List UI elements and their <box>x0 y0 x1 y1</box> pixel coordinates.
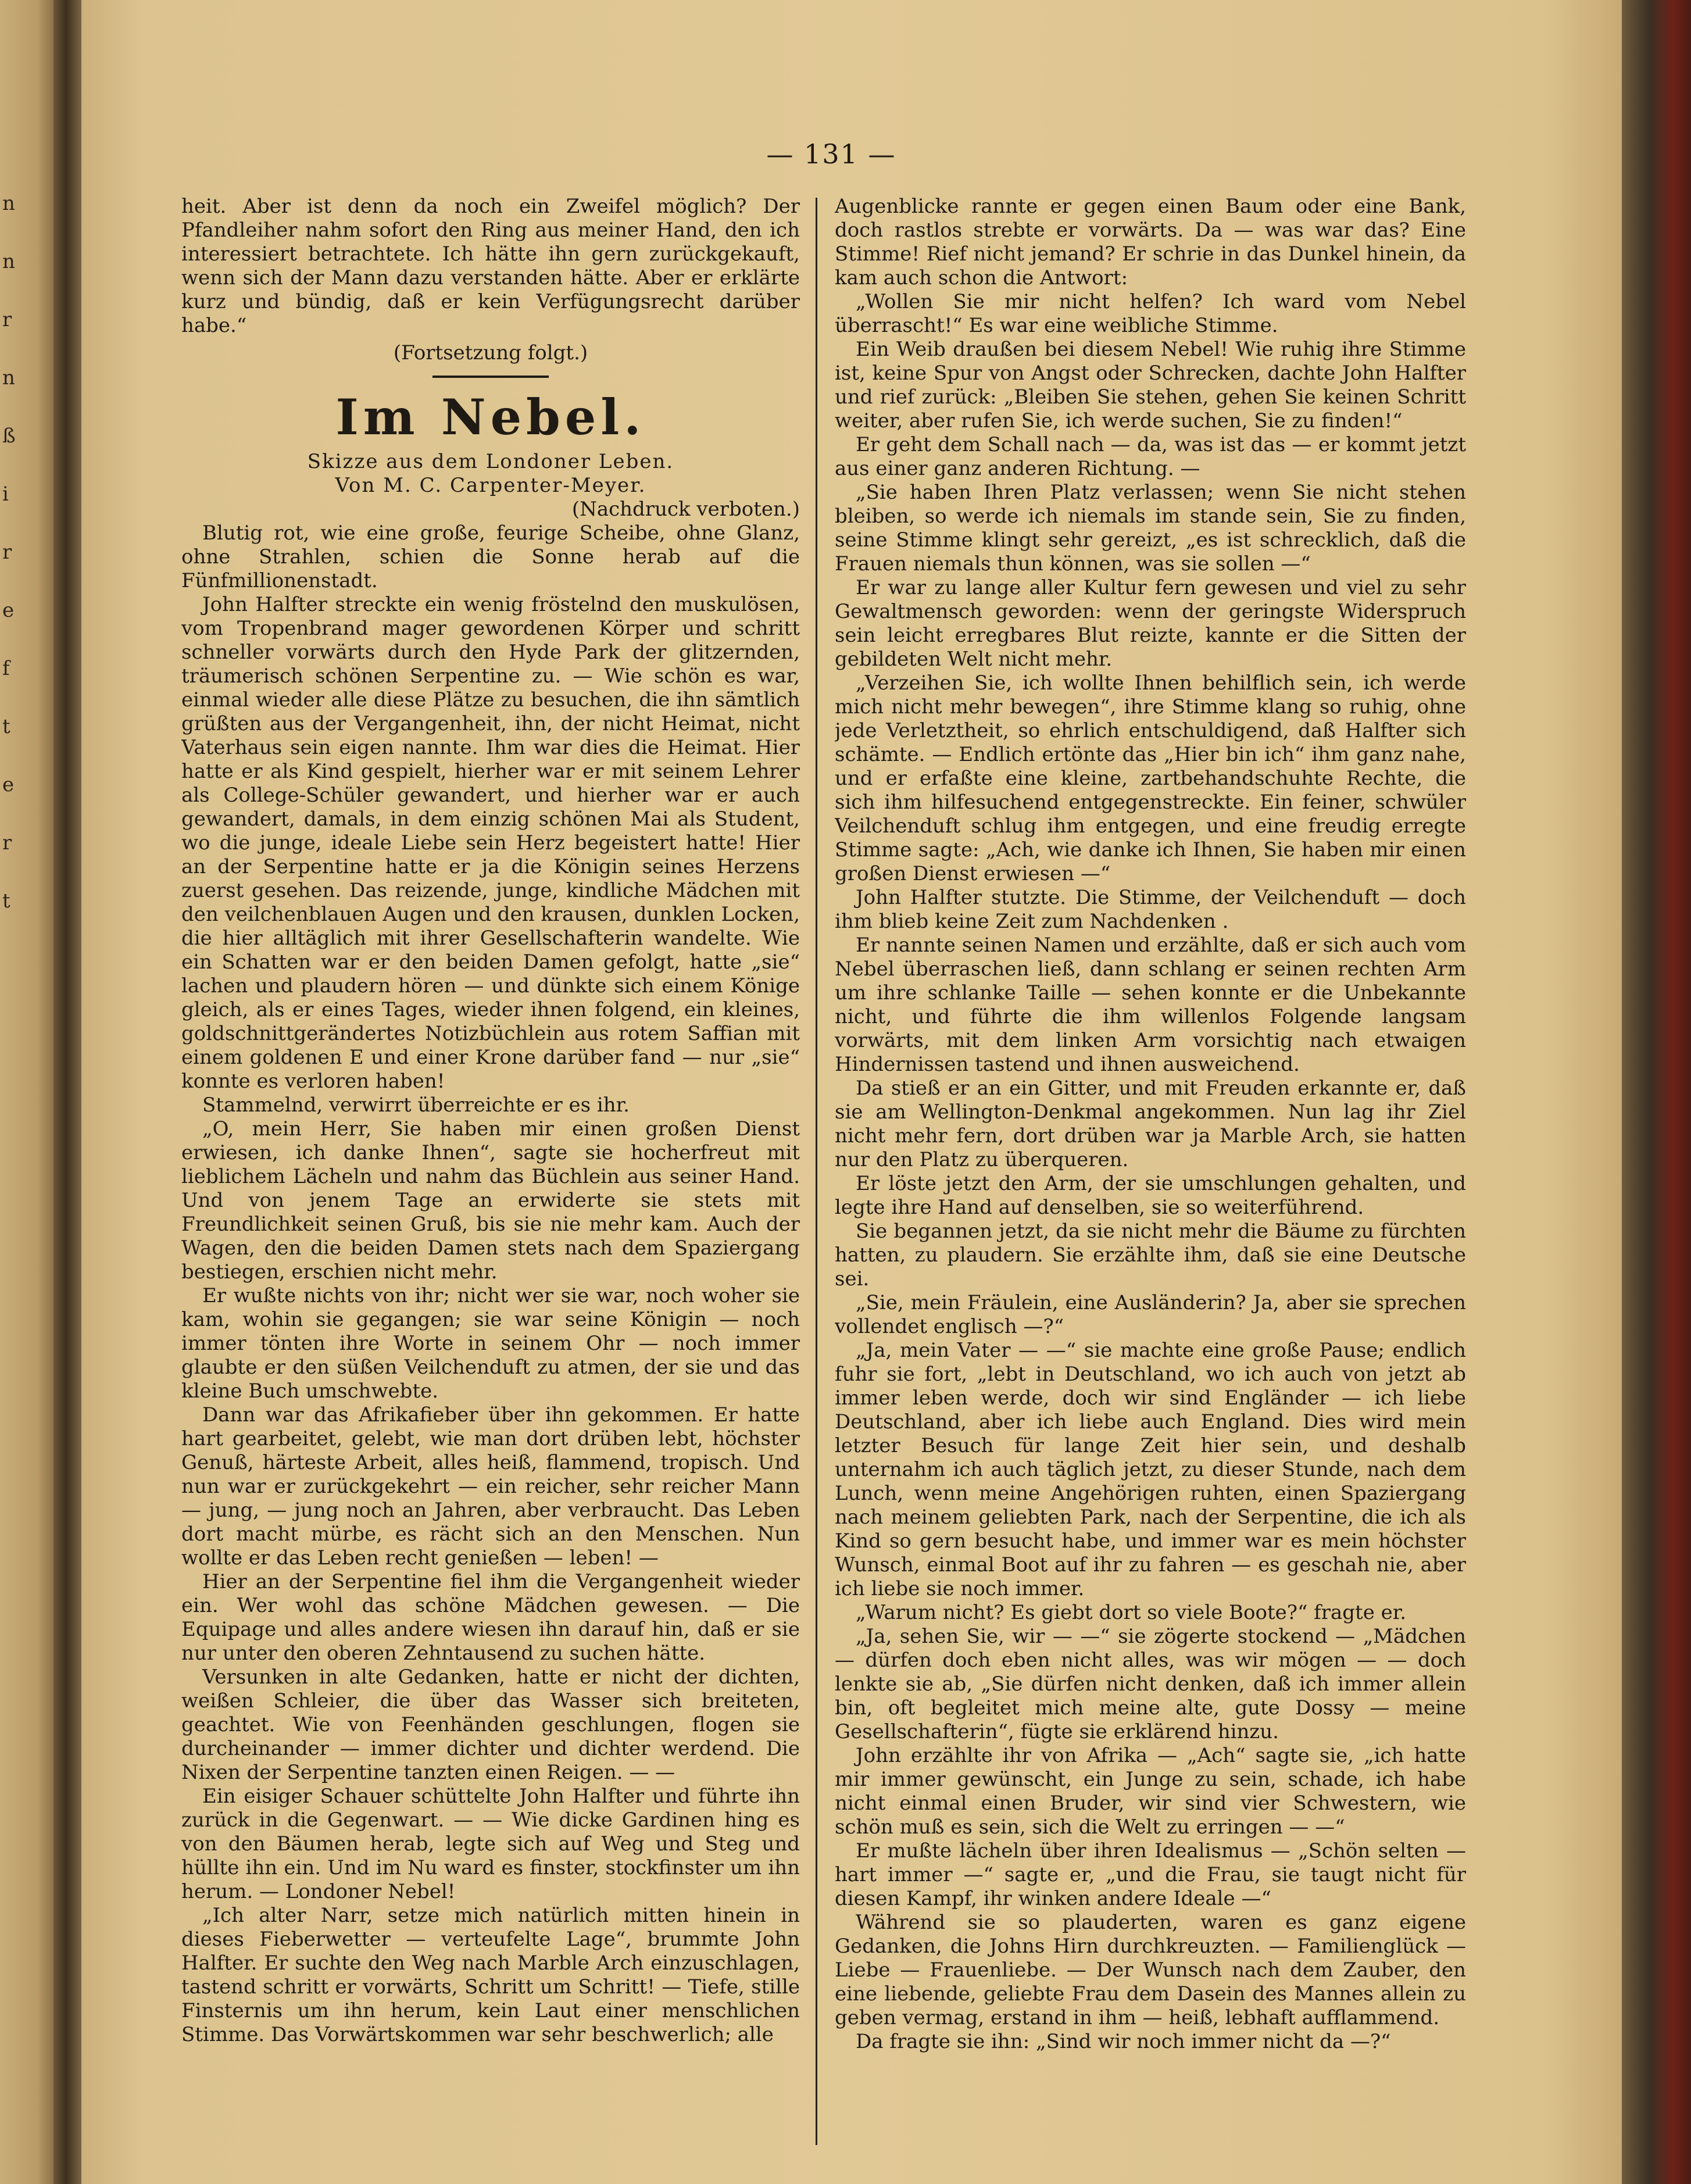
right-column <box>835 195 1466 2151</box>
paragraph: „Ja, sehen Sie, wir — —“ sie zögerte stockend — „Mädchen — dürfen doch eben nicht alles, was wir mögen — — doch lenkte sie ab, „Sie dürfen nicht denken, daß ich immer allein bin, oft begleitet mich meine alte, gute Dossy — meine Gesellschafterin“, fügte sie erklärend hinzu. <box>835 1625 1466 1743</box>
paragraph: Er wußte nichts von ihr; nicht wer sie war, noch woher sie kam, wohin sie gegangen; sie war seine Königin — noch immer tönten ihre Worte in seinem Ohr — noch immer glaubte er den süßen Veilchenduft zu atmen, der sie und das kleine Buch umschwebte. <box>181 1284 800 1403</box>
right-paragraphs <box>835 195 1466 2054</box>
story-byline: Von M. C. Carpenter-Meyer. <box>335 474 646 497</box>
paragraph: Er nannte seinen Namen und erzählte, daß er sich auch vom Nebel überraschen ließ, dann schlang er seinen rechten Arm um ihre schlanke Taille — sehen konnte er die Unbekannte nicht, und führte die ihm willenlos Folgende langsam vorwärts, mit dem linken Arm vorsichtig nach etwaigen Hindernissen tastend und ihnen ausweichend. <box>835 934 1466 1076</box>
paragraph: John Halfter streckte ein wenig fröstelnd den muskulösen, vom Tropenbrand mager gewordenen Körper und schritt schneller vorwärts durch den Hyde Park der glitzernden, träumerisch schönen Serpentine zu. — Wie schön es war, einmal wieder alle diese Plätze zu besuchen, die ihn sämtlich grüßten aus der Vergangenheit, ihn, der nicht Heimat, nicht Vaterhaus sein eigen nannte. Ihm war dies die Heimat. Hier hatte er als Kind gespielt, hierher war er mit seinem Lehrer als College-Schüler gewandert, und hierher war er auch gewandert, damals, in dem einzig schönen Mai als Student, wo die junge, ideale Liebe sein Herz begeistert hatte! Hier an der Serpentine hatte er ja die Königin seines Herzens zuerst gesehen. Das reizende, junge, kindliche Mädchen mit den veilchenblauen Augen und den krausen, dunklen Locken, die hier alltäglich mit ihrer Gesellschafterin wandelte. Wie ein Schatten war er den beiden Damen gefolgt, hatte „sie“ lachen und plaudern hören — und dünkte sich einem Könige gleich, als er eines Tages, wieder ihnen folgend, ein kleines, goldschnittgerändertes Notizbüchlein aus rotem Saffian mit einem goldenen E und einer Krone darüber fand — nur „sie“ konnte es verloren haben! <box>181 593 800 1093</box>
paragraph: „Wollen Sie mir nicht helfen? Ich ward vom Nebel überrascht!“ Es war eine weibliche Stimme. <box>835 290 1466 337</box>
margin-fragment: r <box>2 831 12 855</box>
book-gutter <box>53 0 81 2184</box>
paragraph: „Ja, mein Vater — —“ sie machte eine große Pause; endlich fuhr sie fort, „lebt in Deutschland, wo ich auch von jetzt ab immer leben werde, doch wir sind Engländer — ich liebe Deutschland, aber ich liebe auch England. Dies wird mein letzter Besuch für lange Zeit hier sein, und deshalb unternahm ich auch täglich jetzt, zu dieser Stunde, nach dem Lunch, wenn meine Angehörigen ruhten, einen Spaziergang nach meinem geliebten Park, nach der Serpentine, die ich als Kind so gern besucht habe, und immer war es mein höchster Wunsch, einmal Boot auf ihr zu fahren — es geschah nie, aber ich liebe sie noch immer. <box>835 1339 1466 1600</box>
paragraph: Sie begannen jetzt, da sie nicht mehr die Bäume zu fürchten hatten, zu plaudern. Sie erzählte ihm, daß sie eine Deutsche sei. <box>835 1220 1466 1291</box>
paragraph: John erzählte ihr von Afrika — „Ach“ sagte sie, „ich hatte mir immer gewünscht, ein Junge zu sein, schade, ich habe nicht einmal einen Bruder, wir sind vier Schwestern, wie schön muß es sein, sich die Welt zu erringen — —“ <box>835 1744 1466 1839</box>
margin-fragment: i <box>2 482 9 506</box>
paragraph: Stammelnd, verwirrt überreichte er es ihr. <box>202 1093 630 1117</box>
paragraph: Ein eisiger Schauer schüttelte John Halfter und führte ihn zurück in die Gegenwart. — — Wie dicke Gardinen hing es von den Bäumen herab, legte sich auf Weg und Steg und hüllte ihn ein. Und im Nu ward es finster, stockfinster um ihn herum. — Londoner Nebel! <box>181 1785 800 1903</box>
margin-fragment: f <box>2 657 10 680</box>
margin-fragment: n <box>2 250 15 273</box>
story-subtitle: Skizze aus dem Londoner Leben. <box>307 450 674 473</box>
paragraph: „Sie haben Ihren Platz verlassen; wenn Sie nicht stehen bleiben, so werde ich niemals im stande sein, Sie zu finden, seine Stimme klingt sehr gereizt, „es ist schrecklich, daß die Frauen niemals thun können, was sie sollen —“ <box>835 481 1466 576</box>
paragraph: Da stieß er an ein Gitter, und mit Freuden erkannte er, daß sie am Wellington-Denkmal angekommen. Nun lag ihr Ziel nicht mehr fern, dort drüben war ja Marble Arch, sie hatten nur den Platz zu überqueren. <box>835 1077 1466 1171</box>
page-number: — 131 — <box>766 138 896 170</box>
paragraph: Blutig rot, wie eine große, feurige Scheibe, ohne Glanz, ohne Strahlen, schien die Sonne herab auf die Fünfmillionenstadt. <box>181 521 800 592</box>
margin-fragment: t <box>2 715 10 738</box>
paragraph: „Sie, mein Fräulein, eine Ausländerin? Ja, aber sie sprechen vollendet englisch —?“ <box>835 1291 1466 1338</box>
margin-fragment: t <box>2 889 10 913</box>
paragraph: Versunken in alte Gedanken, hatte er nicht der dichten, weißen Schleier, die über das Wasser sich breiteten, geachtet. Wie von Feenhänden geschlungen, flogen sie durcheinander — immer dichter und dichter werdend. Die Nixen der Serpentine tanzten einen Reigen. — — <box>181 1665 800 1784</box>
margin-fragment: n <box>2 366 15 389</box>
paragraph: Ein Weib draußen bei diesem Nebel! Wie ruhig ihre Stimme ist, keine Spur von Angst oder Schrecken, dachte John Halfter und rief zurück: „Bleiben Sie stehen, gehen Sie keinen Schritt weiter, aber rufen Sie, ich werde suchen, Sie zu finden!“ <box>835 338 1466 432</box>
paragraph: Augenblicke rannte er gegen einen Baum oder eine Bank, doch rastlos strebte er vorwärts. Da — was war das? Eine Stimme! Rief nicht jemand? Er schrie in das Dunkel hinein, da kam auch schon die Antwort: <box>835 195 1466 289</box>
paragraph: Er war zu lange aller Kultur fern gewesen und viel zu sehr Gewaltmensch geworden: wenn der geringste Widerspruch sein leicht erregbares Blut reizte, kannte er die Sitten der gebildeten Welt nicht mehr. <box>835 576 1466 671</box>
margin-fragment: ß <box>2 424 16 448</box>
margin-fragment: e <box>2 773 15 796</box>
section-rule <box>432 376 549 378</box>
paragraph: Während sie so plauderten, waren es ganz eigene Gedanken, die Johns Hirn durchkreuzten. — Familienglück — Liebe — Frauenliebe. — Der Wunsch nach dem Zauber, den eine liebende, geliebte Frau dem Dasein des Mannes allein zu geben vermag, erstand in ihm — heiß, lebhaft aufflammend. <box>835 1911 1466 2029</box>
facing-page-edge <box>0 0 53 2184</box>
intro-paragraph: heit. Aber ist denn da noch ein Zweifel möglich? Der Pfandleiher nahm sofort den Ring aus meiner Hand, den ich interessiert betrachtete. Ich hätte ihn gern zurückgekauft, wenn sich der Mann dazu verstanden hätte. Aber er erklärte kurz und bündig, daß er kein Verfügungsrecht darüber habe.“ <box>181 195 800 337</box>
margin-fragment: n <box>2 192 15 215</box>
margin-fragments <box>2 174 26 930</box>
paragraph: Da fragte sie ihn: „Sind wir noch immer nicht da —?“ <box>856 2030 1391 2053</box>
column-divider <box>816 198 817 2145</box>
paragraph: Er löste jetzt den Arm, der sie umschlungen gehalten, und legte ihre Hand auf denselben, sie so weiterführend. <box>835 1172 1466 1219</box>
left-column <box>181 195 800 2151</box>
continuation-note: (Fortsetzung folgt.) <box>393 341 588 364</box>
paragraph: John Halfter stutzte. Die Stimme, der Veilchenduft — doch ihm blieb keine Zeit zum Nachdenken . <box>835 886 1466 933</box>
paragraph: Er geht dem Schall nach — da, was ist das — er kommt jetzt aus einer ganz anderen Richtung. — <box>835 433 1466 480</box>
margin-fragment: e <box>2 599 15 622</box>
paragraph: „Verzeihen Sie, ich wollte Ihnen behilflich sein, ich werde mich nicht mehr bewegen“, ihre Stimme klang so ruhig, ohne jede Verletztheit, so ehrlich entschuldigend, daß Halfter sich schämte. — Endlich ertönte das „Hier bin ich“ ihm ganz nahe, und er erfaßte eine kleine, zartbehandschuhte Rechte, die sich ihm hilfesuchend entgegenstreckte. Ein feiner, schwüler Veilchenduft schlug ihm entgegen, und eine freudig erregte Stimme sagte: „Ach, wie danke ich Ihnen, Sie haben mir einen großen Dienst erwiesen —“ <box>835 671 1466 885</box>
paragraph: Dann war das Afrikafieber über ihn gekommen. Er hatte hart gearbeitet, gelebt, wie man dort drüben lebt, höchster Genuß, härteste Arbeit, alles heiß, flammend, tropisch. Und nun war er zurückgekehrt — ein reicher, sehr reicher Mann — jung, — jung noch an Jahren, aber verbraucht. Das Leben dort macht mürbe, es rächt sich an den Menschen. Nun wollte er das Leben recht genießen — leben! — <box>181 1403 800 1570</box>
margin-fragment: r <box>2 308 12 331</box>
paragraph: Hier an der Serpentine fiel ihm die Vergangenheit wieder ein. Wer wohl das schöne Mädchen gewesen. — Die Equipage und alles andere wiesen ihn darauf hin, daß er sie nur unter den oberen Zehntausend zu suchen hätte. <box>181 1570 800 1665</box>
paragraph: „Warum nicht? Es giebt dort so viele Boote?“ fragte er. <box>856 1601 1407 1624</box>
book-binding <box>1622 0 1691 2184</box>
reprint-notice: (Nachdruck verboten.) <box>571 498 800 521</box>
paragraph: Er mußte lächeln über ihren Idealismus — „Schön selten — hart immer —“ sagte er, „und die Frau, sie taugt nicht für diesen Kampf, ihr winken andere Ideale —“ <box>835 1839 1466 1910</box>
paragraph: „O, mein Herr, Sie haben mir einen großen Dienst erwiesen, ich danke Ihnen“, sagte sie hocherfreut mit lieblichem Lächeln und nahm das Büchlein aus seiner Hand. Und von jenem Tage an erwiderte sie stets mit Freundlichkeit seinen Gruß, bis sie nie mehr kam. Auch der Wagen, den die beiden Damen stets nach dem Spaziergang bestiegen, erschien nicht mehr. <box>181 1117 800 1284</box>
left-paragraphs <box>181 521 800 2047</box>
paragraph: „Ich alter Narr, setze mich natürlich mitten hinein in dieses Fieberwetter — verteufelte Lage“, brummte John Halfter. Er suchte den Weg nach Marble Arch einzuschlagen, tastend schritt er vorwärts, Schritt um Schritt! — Tiefe, stille Finsternis um ihn herum, kein Laut einer menschlichen Stimme. Das Vorwärtskommen war sehr beschwerlich; alle <box>181 1904 800 2046</box>
story-title: Im Nebel. <box>335 388 646 446</box>
margin-fragment: r <box>2 541 12 564</box>
